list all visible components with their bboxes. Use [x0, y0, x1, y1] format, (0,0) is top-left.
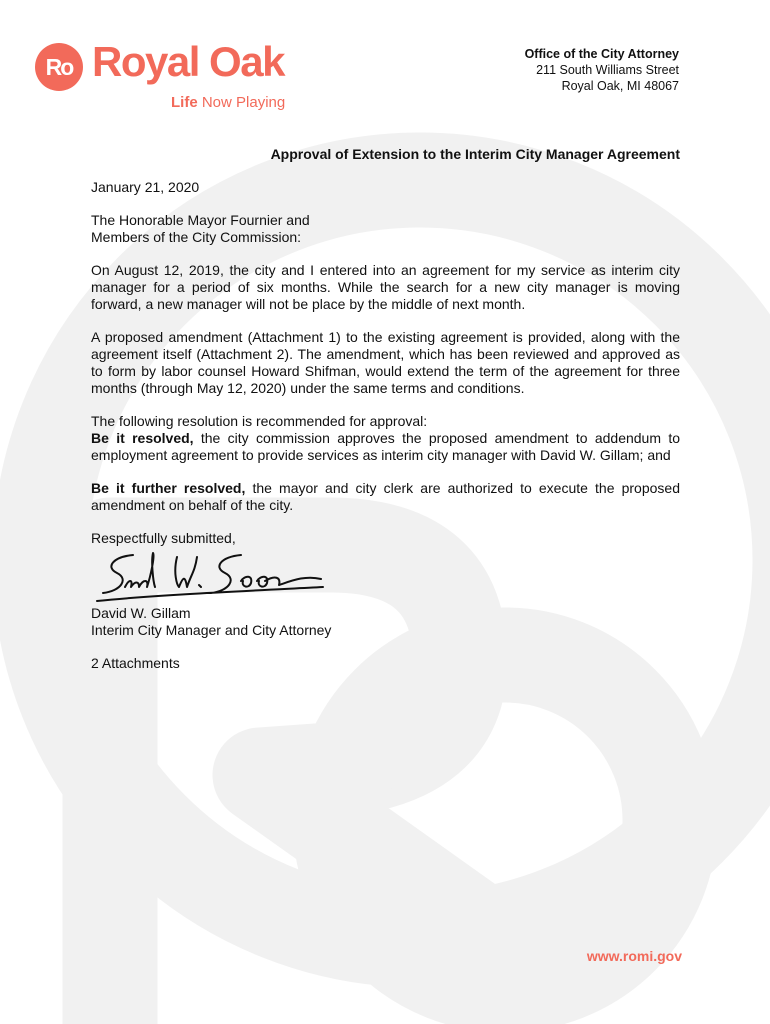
resolution-1	[91, 430, 680, 464]
signatory-title: Interim City Manager and City Attorney	[91, 622, 332, 638]
resolution-1-lead: Be it resolved,	[91, 430, 194, 446]
logo-mark-icon: Ro	[35, 43, 83, 91]
office-title: Office of the City Attorney	[524, 47, 679, 61]
logo-tagline	[171, 94, 285, 111]
signature-icon	[95, 545, 325, 605]
address-line-2: Royal Oak, MI 48067	[561, 79, 679, 93]
resolution-2-text: the mayor and city clerk are authorized to execute the proposed amendment on behalf of the city.	[91, 480, 680, 513]
letter-body	[91, 146, 680, 672]
signatory-name: David W. Gillam	[91, 605, 191, 621]
salutation-line-1: The Honorable Mayor Fournier and	[91, 212, 310, 228]
letter-date: January 21, 2020	[91, 179, 200, 195]
tagline-now-playing: Now Playing	[201, 94, 286, 111]
resolution-1-text: the city commission approves the proposed amendment to addendum to employment agreement to provide services as interim city manager with David W. Gillam; and	[91, 430, 680, 463]
paragraph-3: The following resolution is recommended for approval:	[91, 413, 428, 429]
letter-title: Approval of Extension to the Interim City Manager Agreement	[270, 146, 680, 162]
signature	[91, 549, 680, 601]
resolution-2	[91, 480, 680, 514]
salutation-line-2: Members of the City Commission:	[91, 229, 302, 245]
paragraph-2: A proposed amendment (Attachment 1) to the existing agreement is provided, along with the agreement itself (Attachment 2). The amendment, which has been reviewed and approved as to form by labor counsel Howard Shifman, would extend the term of the agreement for three months (through May 12, 2020) under the same terms and conditions.	[91, 329, 680, 396]
attachments-note: 2 Attachments	[91, 655, 180, 671]
website-link[interactable]: www.romi.gov	[586, 948, 682, 964]
address-line-1: 211 South Williams Street	[536, 63, 679, 77]
logo-wordmark: Royal Oak	[92, 38, 284, 85]
closing: Respectfully submitted,	[91, 530, 236, 546]
paragraph-1: On August 12, 2019, the city and I entered into an agreement for my service as interim city manager for a period of six months. While the search for a new city manager is moving forward, a new manager will not be place by the middle of next month.	[91, 262, 680, 312]
tagline-life: Life	[171, 94, 198, 111]
resolution-2-lead: Be it further resolved,	[91, 480, 246, 496]
office-address-block	[525, 46, 679, 94]
